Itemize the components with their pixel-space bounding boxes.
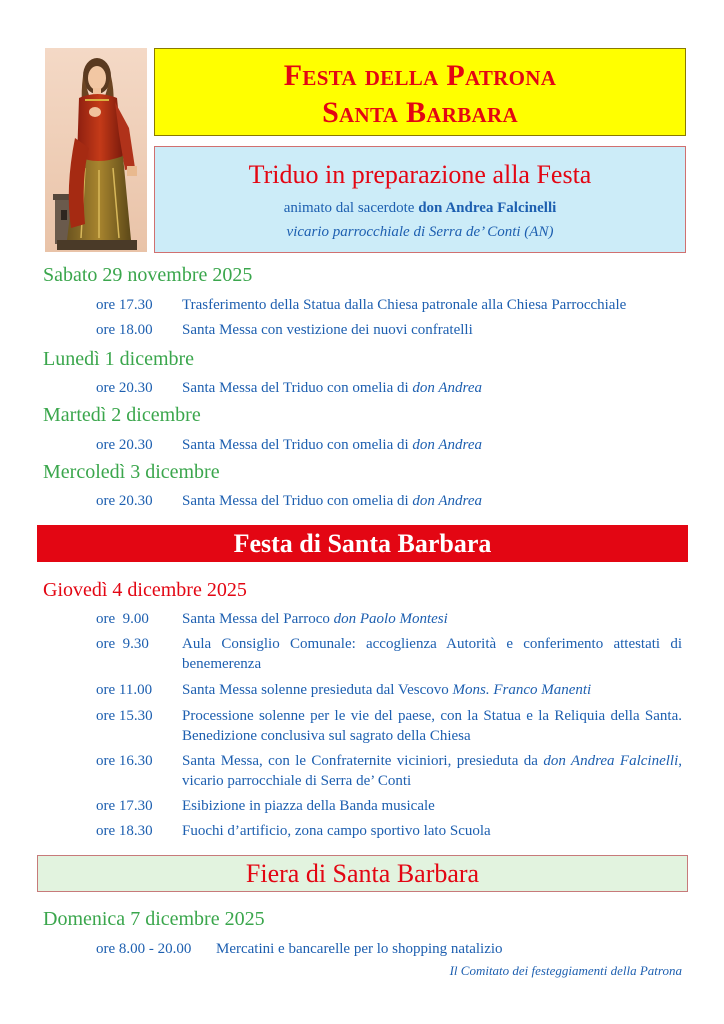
event-description <box>182 491 682 511</box>
santa-barbara-statue-image <box>45 48 147 252</box>
event-time: ore 20.30 <box>96 493 153 509</box>
triduo-animator-line <box>155 198 685 218</box>
festival-title-box <box>154 48 686 136</box>
event-description: Esibizione in piazza della Banda musicale <box>182 798 435 814</box>
event-celebrant: don Paolo Montesi <box>333 611 448 627</box>
event-text: Santa Messa solenne presieduta dal Vescovo <box>182 682 453 698</box>
event-description: Trasferimento della Statua dalla Chiesa patronale alla Chiesa Parrocchiale <box>182 297 627 313</box>
event-text: Santa Messa, con le Confraternite viciniori, presieduta da <box>182 753 544 769</box>
event-description <box>182 378 682 398</box>
day-heading: Giovedì 4 dicembre 2025 <box>43 579 247 601</box>
day-heading: Lunedì 1 dicembre <box>43 348 195 370</box>
event-celebrant: don Andrea <box>412 493 482 509</box>
event-time: ore 8.00 - 20.00 <box>96 941 192 957</box>
event-celebrant: don Andrea <box>412 437 482 453</box>
event-celebrant: don Andrea Falcinelli <box>543 753 679 769</box>
event-celebrant: Mons. Franco Manenti <box>452 682 592 698</box>
event-description: Aula Consiglio Comunale: accoglienza Autorità e conferimento attestati di benemerenza <box>182 636 682 672</box>
event-text: Santa Messa del Triduo con omelia di <box>182 493 413 509</box>
day-heading: Sabato 29 novembre 2025 <box>43 264 253 286</box>
fiera-banner: Fiera di Santa Barbara <box>37 855 688 892</box>
event-description <box>182 751 682 791</box>
event-text: Santa Messa del Triduo con omelia di <box>182 437 413 453</box>
event-time: ore 11.00 <box>96 682 153 698</box>
event-celebrant: don Andrea <box>412 380 482 396</box>
event-time: ore 18.30 <box>96 823 153 839</box>
triduo-info-box <box>154 146 686 253</box>
event-time: ore 18.00 <box>96 322 153 338</box>
day-heading: Mercoledì 3 dicembre <box>43 461 220 483</box>
festival-title-line1: Festa della Patrona <box>283 59 557 92</box>
event-time: ore 9.30 <box>96 636 149 652</box>
triduo-priest-role: vicario parrocchiale di Serra de’ Conti (AN) <box>286 224 554 240</box>
triduo-animator-prefix: animato dal sacerdote <box>283 200 419 216</box>
event-description <box>182 435 682 455</box>
committee-signature: Il Comitato dei festeggiamenti della Patrona <box>449 963 682 978</box>
event-description: Mercatini e bancarelle per lo shopping natalizio <box>216 941 503 957</box>
day-heading: Domenica 7 dicembre 2025 <box>43 908 265 930</box>
event-time: ore 17.30 <box>96 297 153 313</box>
event-text-after: , vicario parrocchiale di Serra de’ Conti <box>182 753 682 789</box>
event-description: Processione solenne per le vie del paese, con la Statua e la Reliquia della Santa. Benedizione conclusiva sul sagrato della Chiesa <box>182 708 682 744</box>
event-time: ore 17.30 <box>96 798 153 814</box>
festival-title-line2: Santa Barbara <box>322 96 518 129</box>
event-time: ore 15.30 <box>96 708 153 724</box>
event-time: ore 20.30 <box>96 437 153 453</box>
triduo-priest-name: don Andrea Falcinelli <box>418 200 557 216</box>
festa-banner: Festa di Santa Barbara <box>37 525 688 562</box>
day-heading: Martedì 2 dicembre <box>43 404 201 426</box>
event-description <box>182 680 682 700</box>
event-description: Santa Messa con vestizione dei nuovi confratelli <box>182 322 473 338</box>
event-time: ore 9.00 <box>96 611 149 627</box>
event-time: ore 16.30 <box>96 753 153 769</box>
event-description <box>182 609 682 629</box>
event-description: Fuochi d’artificio, zona campo sportivo lato Scuola <box>182 823 491 839</box>
event-text: Santa Messa del Parroco <box>182 611 334 627</box>
event-time: ore 20.30 <box>96 380 153 396</box>
event-text: Santa Messa del Triduo con omelia di <box>182 380 413 396</box>
triduo-title: Triduo in preparazione alla Festa <box>248 160 592 189</box>
